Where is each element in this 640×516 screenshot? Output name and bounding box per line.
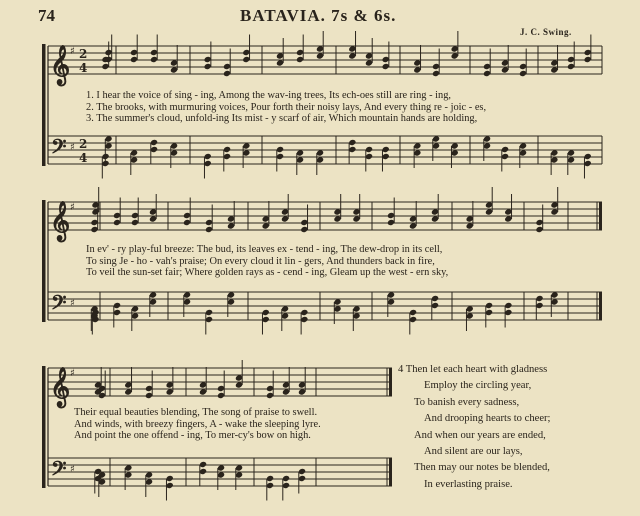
stanza-line: Then may our notes be blended, <box>414 462 550 474</box>
sharp-key-signature: ♯ <box>70 46 75 57</box>
system-3-lyrics <box>74 407 321 442</box>
bass-clef: 𝄢 <box>51 290 67 319</box>
stanza-4 <box>398 362 551 493</box>
time-signature: 4 <box>79 61 88 75</box>
time-signature: 2 <box>79 47 88 61</box>
hymn-title: BATAVIA. 7s & 6s. <box>240 6 397 25</box>
final-bar-line <box>389 458 392 486</box>
time-signature: 2 <box>79 137 88 151</box>
final-bar-line <box>599 202 602 230</box>
sharp-key-signature: ♯ <box>70 368 75 379</box>
sharp-key-signature: ♯ <box>70 464 75 475</box>
system-brace <box>42 366 46 488</box>
final-bar-line <box>389 368 392 396</box>
final-bar-line <box>599 292 602 320</box>
system-brace <box>42 200 46 322</box>
treble-clef: 𝄞 <box>50 201 71 241</box>
stanza-line: Employ the circling year, <box>424 380 532 392</box>
lyric-line: To veil the sun-set fair; Where golden rays as - cend - ing, Gleam up the west - ern sky, <box>86 267 449 278</box>
sharp-key-signature: ♯ <box>70 142 75 153</box>
treble-clef: 𝄞 <box>50 45 71 85</box>
system-brace <box>42 44 46 166</box>
composer-credit: J. C. Swing. <box>520 27 572 37</box>
stanza-line: And drooping hearts to cheer; <box>424 413 551 425</box>
stanza-line: 4 Then let each heart with gladness <box>398 364 548 375</box>
stanza-line: And when our years are ended, <box>414 429 546 441</box>
lyric-line: And winds, with breezy fingers, A - wake the sleeping lyre. <box>74 418 321 430</box>
page-number: 74 <box>38 6 55 25</box>
stanza-line: To banish every sadness, <box>414 396 520 408</box>
lyric-line: And point the one offend - ing, To mer-cy's bow on high. <box>74 430 311 441</box>
lyric-line: Their equal beauties blending, The song of praise to swell. <box>74 407 318 418</box>
system-2-lyrics <box>86 244 448 279</box>
lyric-line: 1. I hear the voice of sing - ing, Among the wav-ing trees, Its ech-oes still are ring - ing, <box>86 90 452 101</box>
lyric-line: 3. The summer's cloud, unfold-ing Its mist - y scarf of air, Which mountain hands are holding, <box>86 113 478 124</box>
bass-clef: 𝄢 <box>51 134 67 163</box>
bass-clef: 𝄢 <box>51 456 67 485</box>
lyric-line: 2. The brooks, with murmuring voices, Pour forth their noisy lays, And every thing re - joic - es, <box>86 101 487 113</box>
sharp-key-signature: ♯ <box>70 202 75 213</box>
stanza-line: And silent are our lays, <box>424 445 523 457</box>
sharp-key-signature: ♯ <box>70 298 75 309</box>
lyric-line: In ev' - ry play-ful breeze: The bud, its leaves ex - tend - ing, The dew-drop in its cell, <box>86 244 443 255</box>
lyric-line: To sing Je - ho - vah's praise; On every cloud it lin - gers, And thunders back in fire, <box>86 255 435 267</box>
time-signature: 4 <box>79 151 88 165</box>
treble-clef: 𝄞 <box>50 367 71 407</box>
stanza-line: In everlasting praise. <box>424 478 513 490</box>
system-1-lyrics <box>86 90 486 125</box>
